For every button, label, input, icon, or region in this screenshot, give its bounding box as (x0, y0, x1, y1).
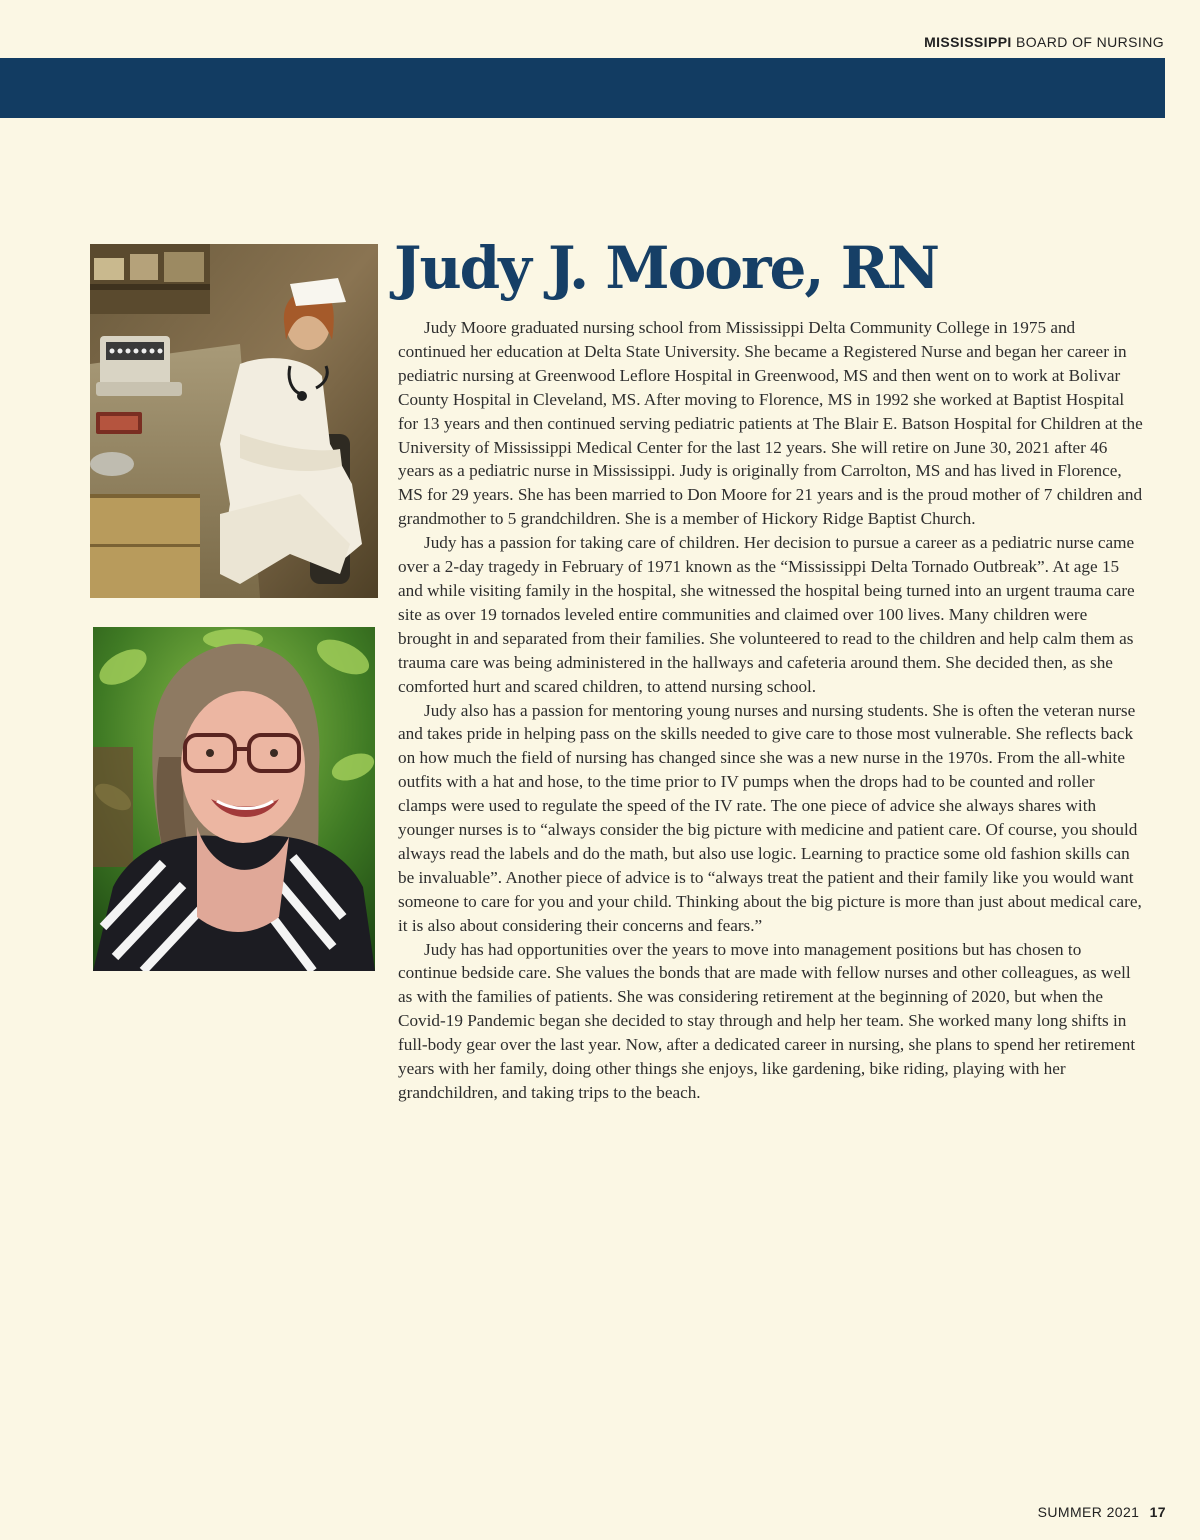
page-number: 17 (1149, 1504, 1166, 1520)
article (394, 232, 1144, 1105)
article-paragraph: Judy also has a passion for mentoring young nurses and nursing students. She is often the veteran nurse and takes pride in helping pass on the skills needed to give care to those most vulnerable. She reflects back on how much the field of nursing has changed since she was a new nurse in the 1970s. From the all-white outfits with a hat and hose, to the time prior to IV pumps when the drops had to be counted and roller clamps were used to regulate the speed of the IV rate. The one piece of advice she always shares with younger nurses is to “always consider the big picture with medicine and patient care. Of course, you should always read the labels and do the math, but also use logic. Learning to practice some old fashion skills can be invaluable”. Another piece of advice is to “always treat the patient and their family like you would want someone to care for you and your child. Thinking about the big picture is more than just about medical care, it is also about considering their concerns and fears.” (398, 700, 1142, 935)
header-banner (0, 58, 1165, 118)
issue-label: SUMMER 2021 (1037, 1504, 1140, 1520)
vintage-nurse-photo (90, 244, 378, 598)
article-paragraph: Judy has had opportunities over the years to move into management positions but has chosen to continue bedside care. She values the bonds that are made with fellow nurses and other colleagues, as well as with the families of patients. She was considering retirement at the beginning of 2020, but when the Covid-19 Pandemic began she decided to stay through and help her team. She worked many long shifts in full-body gear over the last year. Now, after a dedicated career in nursing, she plans to spend her retirement years with her family, doing other things she enjoys, like gardening, bike riding, playing with her grandchildren, and taking trips to the beach. (398, 939, 1136, 1102)
article-paragraph: Judy has a passion for taking care of children. Her decision to pursue a career as a pediatric nurse came over a 2-day tragedy in February of 1971 known as the “Mississippi Delta Tornado Outbreak”. At age 15 and while visiting family in the hospital, she witnessed the hospital being turned into an urgent trauma care site as over 19 tornados leveled entire communities and claimed over 100 lives. Many children were brought in and separated from their families. She volunteered to read to the children and help calm them as trauma care was being administered in the hallways and cafeteria around them. She decided then, as she comforted hurt and scared children, to attend nursing school. (398, 533, 1135, 696)
page-footer (1038, 1504, 1166, 1520)
article-paragraph: Judy Moore graduated nursing school from Mississippi Delta Community College in 1975 and continued her education at Delta State University. She became a Registered Nurse and began her career in pediatric nursing at Greenwood Leflore Hospital in Greenwood, MS and then went on to work at Bolivar County Hospital in Cleveland, MS. After moving to Florence, MS in 1992 she worked at Baptist Hospital for 13 years and then continued serving pediatric patients at The Blair E. Batson Hospital for Children at the University of Mississippi Medical Center for the last 12 years. She will retire on June 30, 2021 after 46 years as a pediatric nurse in Mississippi. Judy is originally from Carrolton, MS and has lived in Florence, MS for 29 years. She has been married to Don Moore for 21 years and is the proud mother of 7 children and grandmother to 5 grandchildren. She is a member of Hickory Ridge Baptist Church. (398, 318, 1143, 529)
running-head-org-bold: MISSISSIPPI (924, 34, 1012, 50)
article-title: Judy J. Moore, RN (394, 234, 939, 302)
running-head-org-rest: BOARD OF NURSING (1016, 34, 1164, 50)
recent-portrait-photo (93, 627, 375, 971)
running-head (924, 34, 1164, 50)
